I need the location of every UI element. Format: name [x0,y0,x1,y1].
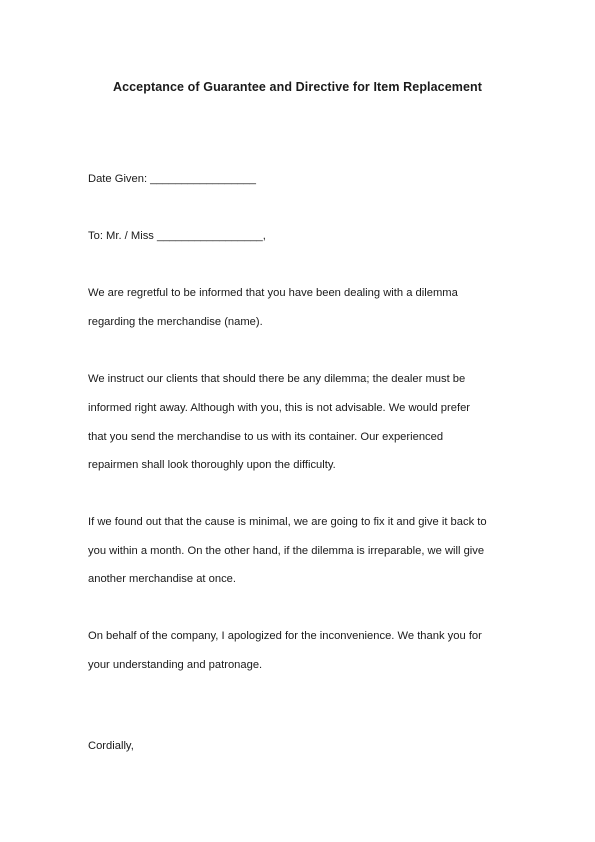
date-given-line: Date Given: _________________ [88,173,256,185]
paragraph-2-line-1: We instruct our clients that should there be any dilemma; the dealer must be [88,373,466,385]
paragraph-2-line-2: informed right away. Although with you, this is not advisable. We would prefer [88,402,471,414]
paragraph-1-line-2: regarding the merchandise (name). [88,316,263,328]
document-title: Acceptance of Guarantee and Directive for Item Replacement [112,80,483,94]
paragraph-4-line-1: On behalf of the company, I apologized for the inconvenience. We thank you for [88,630,482,642]
paragraph-4-line-2: your understanding and patronage. [88,659,263,671]
recipient-line: To: Mr. / Miss _________________, [88,230,266,242]
paragraph-3-line-2: you within a month. On the other hand, if the dilemma is irreparable, we will give [88,545,485,557]
paragraph-2-line-3: that you send the merchandise to us with its container. Our experienced [88,431,444,443]
paragraph-3-line-1: If we found out that the cause is minimal, we are going to fix it and give it back to [88,516,487,528]
paragraph-2-line-4: repairmen shall look thoroughly upon the difficulty. [88,459,336,471]
closing-line: Cordially, [88,740,134,752]
paragraph-1-line-1: We are regretful to be informed that you have been dealing with a dilemma [88,287,458,299]
paragraph-3-line-3: another merchandise at once. [88,573,237,585]
